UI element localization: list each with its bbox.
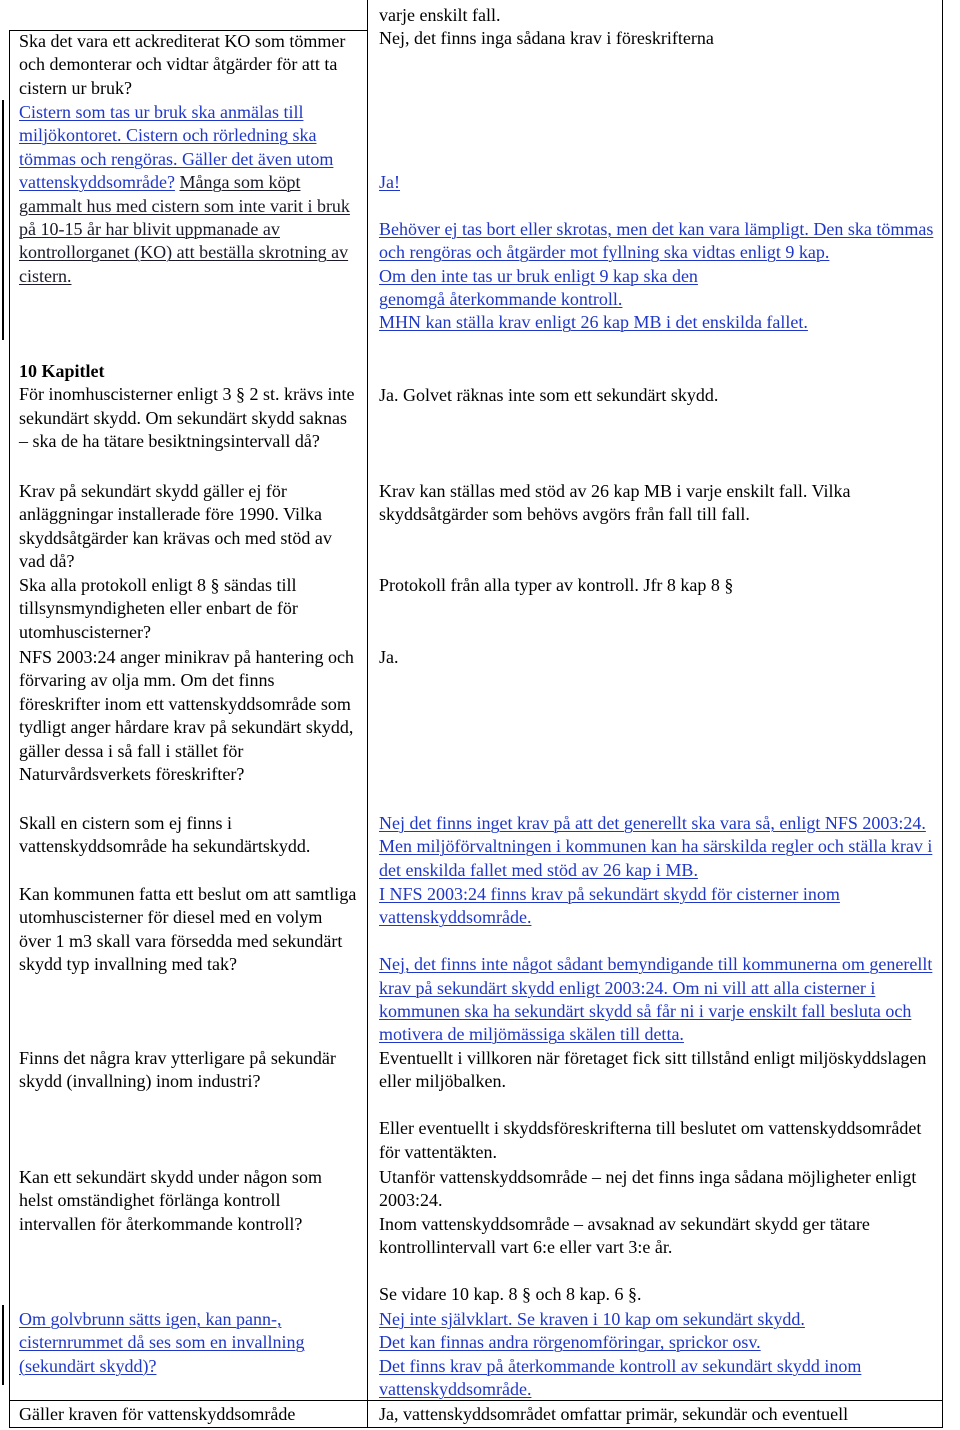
question-cell [19, 101, 357, 288]
answer-cell [379, 1403, 941, 1426]
question-cell [19, 812, 357, 859]
question-text-note: Många som köpt gammalt hus med cistern som inte varit i bruk på 10-15 år har blivit uppmanade av kontrollorganet (KO) att beställa skrotning av cistern. [19, 172, 350, 286]
answer-cell [379, 384, 941, 407]
answer-text-revised: I NFS 2003:24 finns krav på sekundärt skydd för cisterner inom vattenskyddsområde. [379, 884, 840, 928]
question-text: Finns det några krav ytterligare på sekundär skydd (invallning) inom industri? [19, 1048, 336, 1092]
answer-text: Krav kan ställas med stöd av 26 kap MB i varje enskilt fall. Vilka skyddsåtgärder som behövs avgörs från fall till fall. [379, 481, 851, 525]
question-cell [19, 480, 357, 574]
question-text: För inomhuscisterner enligt 3 § 2 st. krävs inte sekundärt skydd. Om sekundärt skydd saknas – ska de ha tätare besiktningsintervall då? [19, 384, 355, 452]
question-text: Kan kommunen fatta ett beslut om att samtliga utomhuscisterner för diesel med en volym över 1 m3 skall vara försedda med sekundärt skydd typ invallning med tak? [19, 884, 357, 975]
answer-cell [379, 812, 941, 882]
question-text: Ska alla protokoll enligt 8 § sändas till tillsynsmyndigheten eller enbart de för utomhuscisterner? [19, 575, 298, 642]
answer-cell [379, 1047, 941, 1164]
answer-cell [379, 1166, 941, 1306]
question-cell [19, 1166, 357, 1236]
answer-cell [379, 480, 941, 527]
answer-text: Inom vattenskyddsområde – avsaknad av sekundärt skydd ger tätare kontrollintervall vart 6:e eller vart 3:e år. [379, 1213, 870, 1258]
table-border-left [9, 30, 10, 1428]
question-text-revised: Cistern som tas ur bruk ska anmälas till miljökontoret. Cistern och rörledning ska tömmas och rengöras. Gäller det även utom vattenskyddsområde? [19, 102, 334, 193]
answer-text-revised: Nej det finns inget krav på att det generellt ska vara så, enligt NFS 2003:24. Men miljöförvaltningen i kommunen kan ha särskilda regler och ställa krav i det enskilda fallet med stöd av 26 kap i MB. [379, 813, 933, 880]
answer-text: Eventuellt i villkoren när företaget fick sitt tillstånd enligt miljöskyddslagen eller miljöbalken. [379, 1048, 927, 1092]
answer-text-revised: Ja! [379, 172, 400, 192]
answer-text-revised: Behöver ej tas bort eller skrotas, men det kan vara lämpligt. Den ska tömmas och rengöras och åtgärder mot fyllning ska vidtas enligt 9 kap. [379, 218, 934, 263]
answer-cell [379, 646, 941, 669]
answer-text: Nej, det finns inga sådana krav i föreskrifterna [379, 28, 714, 49]
question-text: Krav på sekundärt skydd gäller ej för anläggningar installerade före 1990. Vilka skyddsåtgärder kan krävas och med stöd av vad då? [19, 481, 332, 572]
answer-text: Se vidare 10 kap. 8 § och 8 kap. 6 §. [379, 1284, 642, 1305]
answer-text-revised: Det finns krav på återkommande kontroll av sekundärt skydd inom vattenskyddsområde. [379, 1355, 862, 1400]
answer-text: varje enskilt fall. [379, 5, 501, 25]
answer-text-revised: MHN kan ställa krav enligt 26 kap MB i det enskilda fallet. [379, 312, 808, 333]
change-bar [2, 100, 4, 340]
answer-text: Ja. Golvet räknas inte som ett sekundärt skydd. [379, 385, 719, 405]
change-bar [2, 1305, 4, 1385]
question-cell [19, 30, 357, 100]
question-text: Skall en cistern som ej finns i vattenskyddsområde ha sekundärtskydd. [19, 813, 311, 857]
answer-text: Eller eventuellt i skyddsföreskrifterna till beslutet om vattenskyddsområdet för vattentäkten. [379, 1118, 922, 1162]
question-cell [19, 1308, 357, 1378]
answer-text-revised: Det kan finnas andra rörgenomföringar, sprickor osv. [379, 1332, 761, 1353]
table-border-right [942, 0, 943, 1428]
answer-cell [379, 1308, 941, 1402]
answer-text: Protokoll från alla typer av kontroll. Jfr 8 kap 8 § [379, 575, 734, 595]
answer-text: Utanför vattenskyddsområde – nej det finns inga sådana möjligheter enligt 2003:24. [379, 1167, 917, 1211]
table-border-bottom [9, 1427, 943, 1428]
question-text: NFS 2003:24 anger minikrav på hantering och förvaring av olja mm. Om det finns föreskrifter inom ett vattenskyddsområde som tydligt anger hårdare krav på sekundärt skydd, gäller dessa i så fall i stället för Naturvårdsverkets föreskrifter? [19, 647, 354, 785]
section-heading: 10 Kapitlet [19, 361, 105, 381]
answer-cell [379, 171, 941, 335]
question-text: Kan ett sekundärt skydd under någon som helst omständighet förlänga kontroll intervallen för återkommande kontroll? [19, 1167, 322, 1234]
answer-text: Ja. [379, 647, 399, 667]
answer-cell [379, 574, 941, 597]
answer-text: Ja, vattenskyddsområdet omfattar primär, sekundär och eventuell [379, 1404, 849, 1424]
question-cell [19, 360, 357, 454]
question-text-revised: Om golvbrunn sätts igen, kan pann-, cisternrummet då ses som en invallning (sekundärt skydd)? [19, 1309, 305, 1376]
question-cell [19, 1047, 357, 1094]
question-text: Gäller kraven för vattenskyddsområde [19, 1404, 296, 1424]
question-cell [19, 574, 357, 644]
answer-text-revised: Nej inte självklart. Se kraven i 10 kap om sekundärt skydd. [379, 1309, 805, 1329]
table-divider-column [367, 0, 368, 1428]
question-cell [19, 646, 357, 786]
question-cell [19, 1403, 357, 1426]
answer-text-revised: Nej, det finns inte något sådant bemyndigande till kommunerna om generellt krav på sekundärt skydd enligt 2003:24. Om ni vill att alla cisterner i kommunen ska ha sekundärt skydd så får ni i varje enskilt fall besluta och motivera de miljömässiga skälen till detta. [379, 954, 933, 1045]
answer-cell [379, 4, 941, 51]
answer-text-revised: Om den inte tas ur bruk enligt 9 kap ska den genomgå återkommande kontroll. [379, 265, 698, 310]
answer-cell [379, 883, 941, 1047]
question-text: Ska det vara ett ackrediterat KO som tömmer och demonterar och vidtar åtgärder för att ta cistern ur bruk? [19, 31, 346, 98]
question-cell [19, 883, 357, 977]
